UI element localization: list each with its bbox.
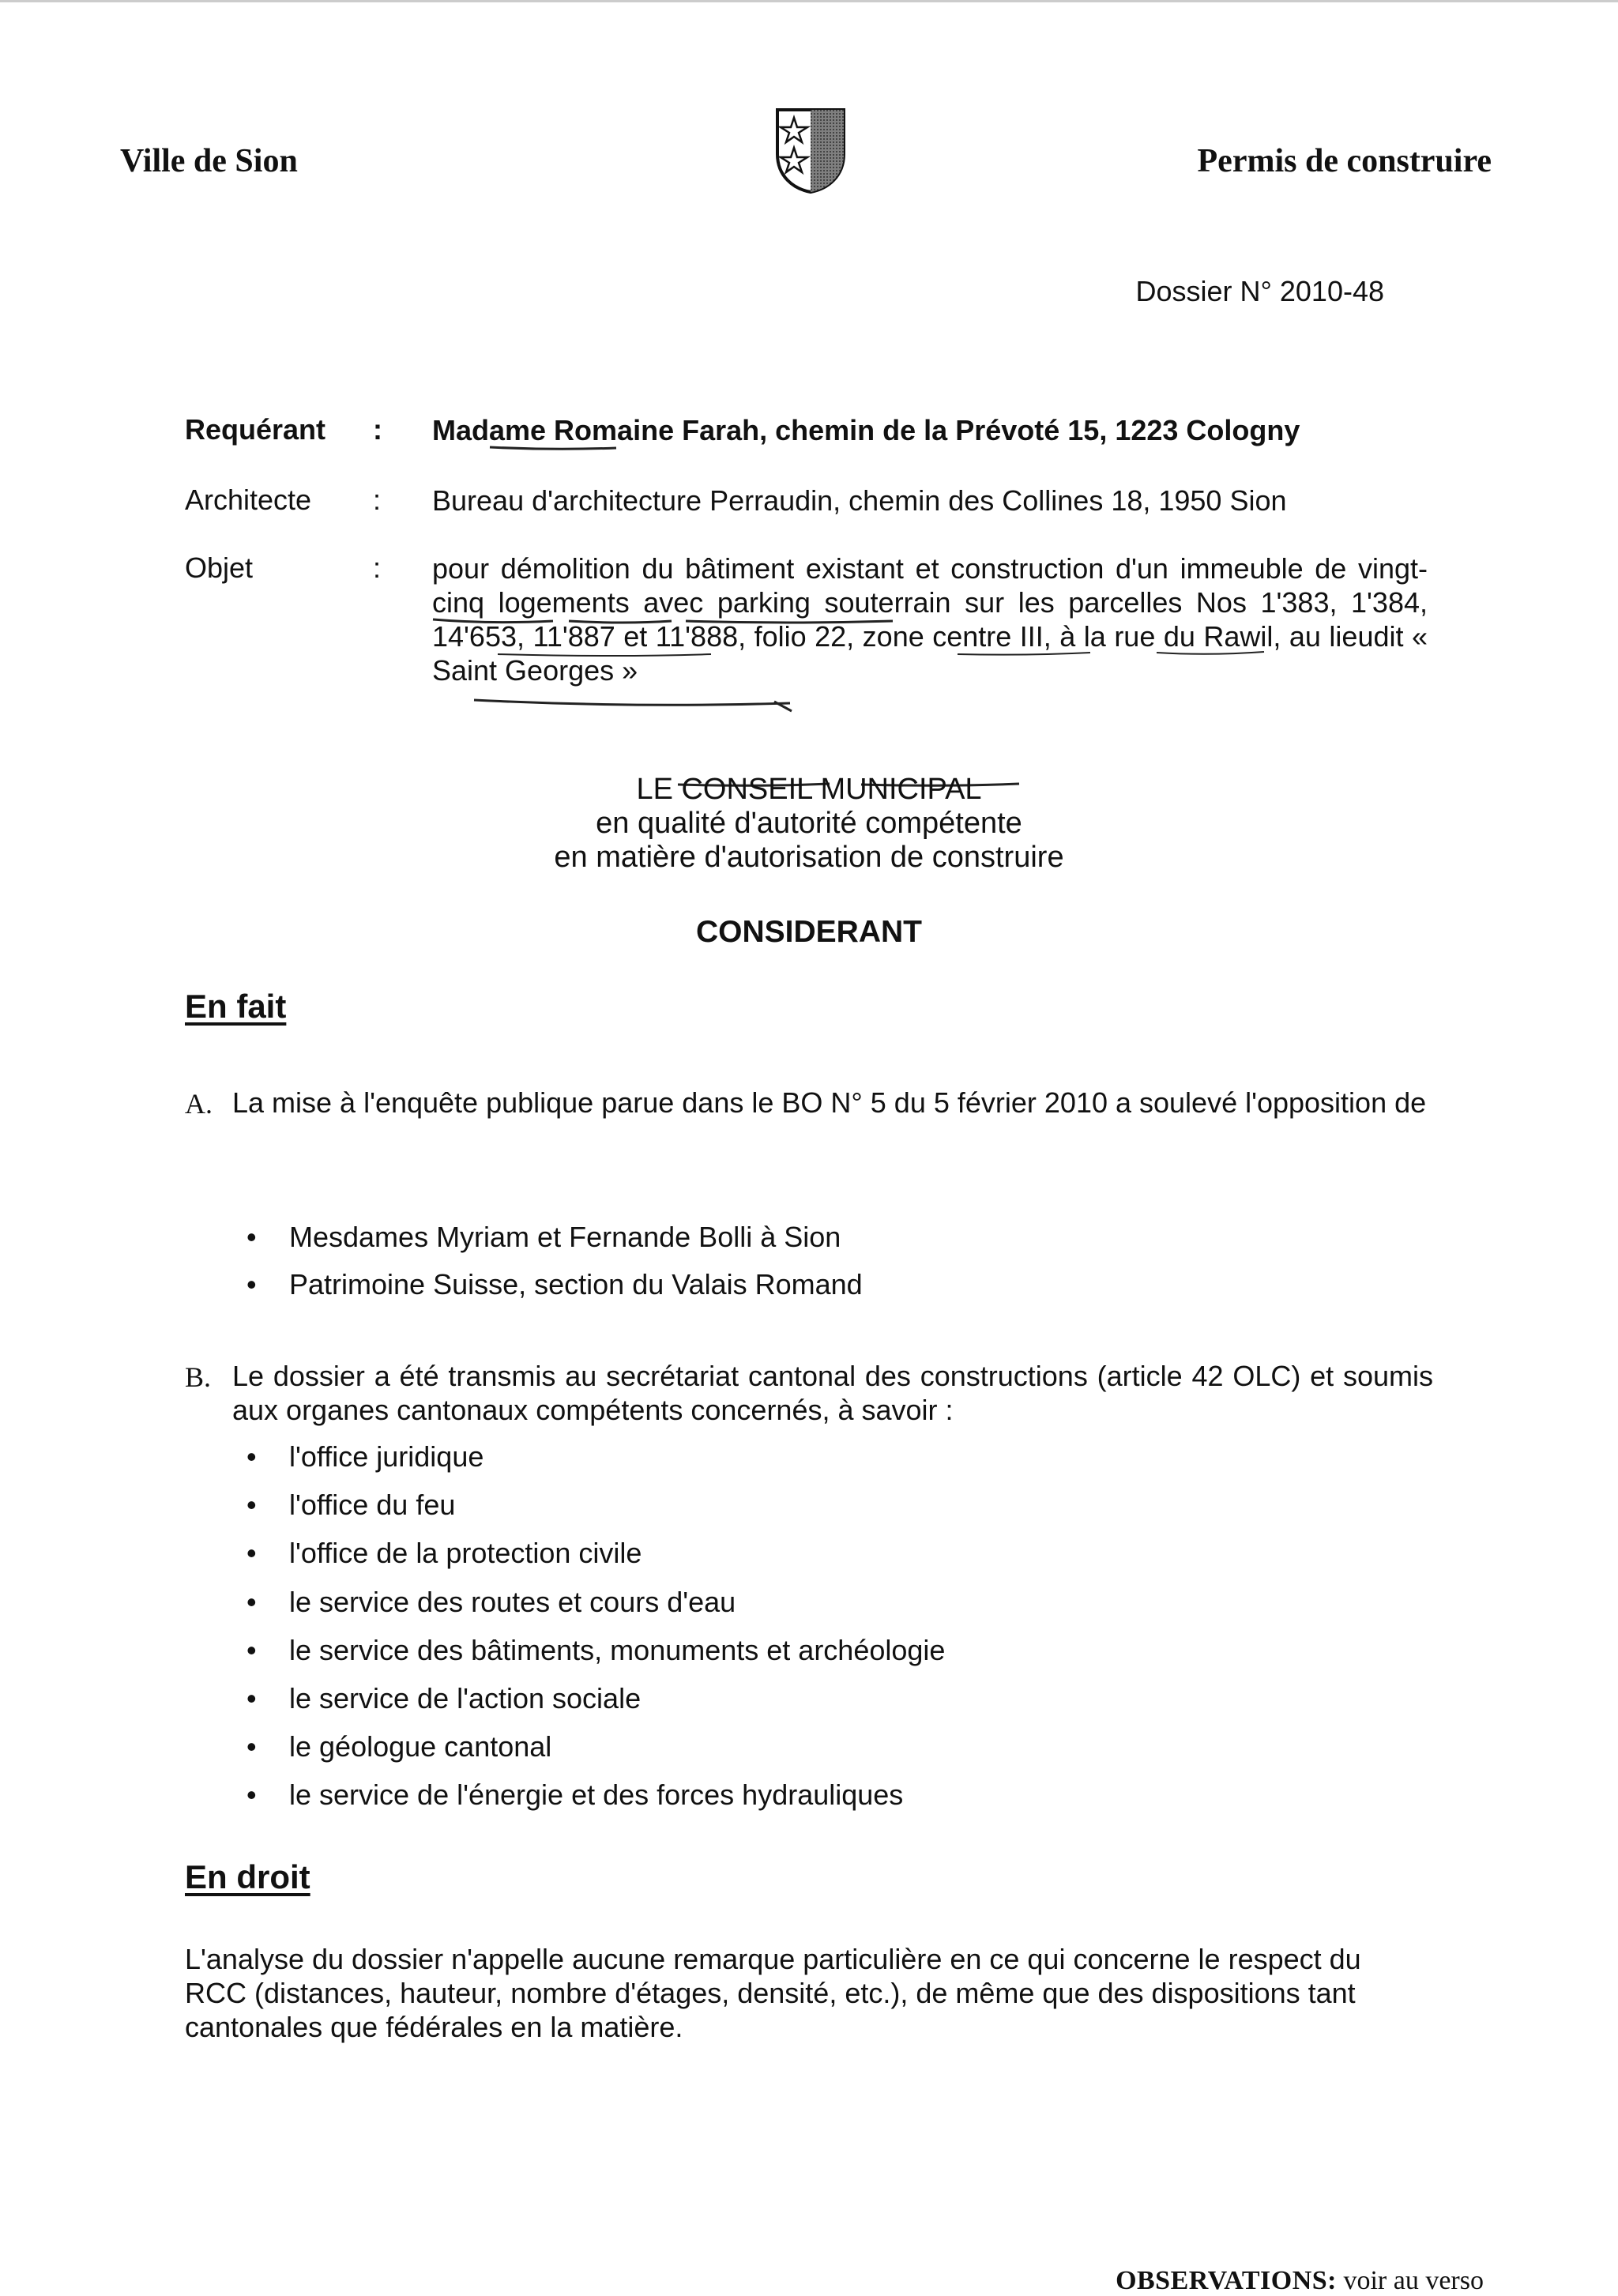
list-item: • le service des routes et cours d'eau — [246, 1578, 945, 1626]
scan-edge — [0, 0, 1618, 2]
requerant-colon: : — [373, 413, 382, 446]
list-item: • Patrimoine Suisse, section du Valais Romand — [246, 1261, 863, 1308]
observations-label: OBSERVATIONS: — [1116, 2266, 1337, 2295]
list-item: • le géologue cantonal — [246, 1722, 945, 1771]
paragraph-a-text: La mise à l'enquête publique parue dans le BO N° 5 du 5 février 2010 a soulevé l'opposition de — [232, 1086, 1427, 1119]
requerant-label: Requérant — [185, 413, 326, 446]
observations-value: voir au verso — [1343, 2266, 1484, 2295]
council-heading — [0, 773, 1618, 875]
list-item: • Mesdames Myriam et Fernande Bolli à Sion — [246, 1214, 863, 1261]
objet-colon: : — [373, 551, 382, 584]
council-line-3: en matière d'autorisation de construire — [554, 841, 1064, 874]
cantonal-organs-list — [246, 1432, 945, 1820]
municipality-name: Ville de Sion — [120, 143, 298, 179]
considerant-heading: CONSIDERANT — [695, 915, 922, 949]
paragraph-b-text: Le dossier a été transmis au secrétariat cantonal des constructions (article 42 OLC) et soumis aux organes cantonaux compétents concernés, à savoir : — [232, 1360, 1433, 1426]
opponents-list — [246, 1214, 863, 1308]
en-fait-title: En fait — [185, 988, 287, 1025]
list-item: • le service de l'énergie et des forces hydrauliques — [246, 1771, 945, 1819]
dossier-number: Dossier N° 2010-48 — [1135, 275, 1384, 307]
requerant-value: Madame Romaine Farah, chemin de la Prévoté 15, 1223 Cologny — [432, 414, 1300, 446]
list-item: • l'office du feu — [246, 1481, 945, 1529]
list-item: • l'office de la protection civile — [246, 1529, 945, 1577]
objet-label: Objet — [185, 551, 254, 584]
document-type: Permis de construire — [1197, 143, 1492, 179]
objet-value: pour démolition du bâtiment existant et construction d'un immeuble de vingt-cinq logements avec parking souterrain sur les parcelles Nos 1'383, 1'384, 14'653, 11'887 et 11'888, folio 22, zone centre III, à la rue du Rawil, au lieudit « Saint Georges » — [432, 552, 1428, 687]
en-droit-title: En droit — [185, 1858, 310, 1895]
architecte-value: Bureau d'architecture Perraudin, chemin des Collines 18, 1950 Sion — [432, 484, 1287, 517]
list-item: • le service des bâtiments, monuments et archéologie — [246, 1626, 945, 1674]
observations-footer — [1116, 2266, 1484, 2296]
list-item: • le service de l'action sociale — [246, 1674, 945, 1722]
council-line-2: en qualité d'autorité compétente — [596, 807, 1022, 840]
list-item: • l'office juridique — [246, 1432, 945, 1481]
paragraph-b-letter: B. — [185, 1361, 212, 1393]
paragraph-a-letter: A. — [185, 1088, 213, 1120]
architecte-label: Architecte — [185, 484, 312, 516]
council-line-1: LE CONSEIL MUNICIPAL — [636, 773, 982, 806]
sion-coat-of-arms-icon — [773, 107, 849, 194]
en-droit-text: L'analyse du dossier n'appelle aucune remarque particulière en ce qui concerne le respect du RCC (distances, hauteur, nombre d'étages, densité, etc.), de même que des dispositions tant cantonales que fédérales en la matière. — [185, 1943, 1361, 2043]
architecte-colon: : — [373, 484, 382, 516]
